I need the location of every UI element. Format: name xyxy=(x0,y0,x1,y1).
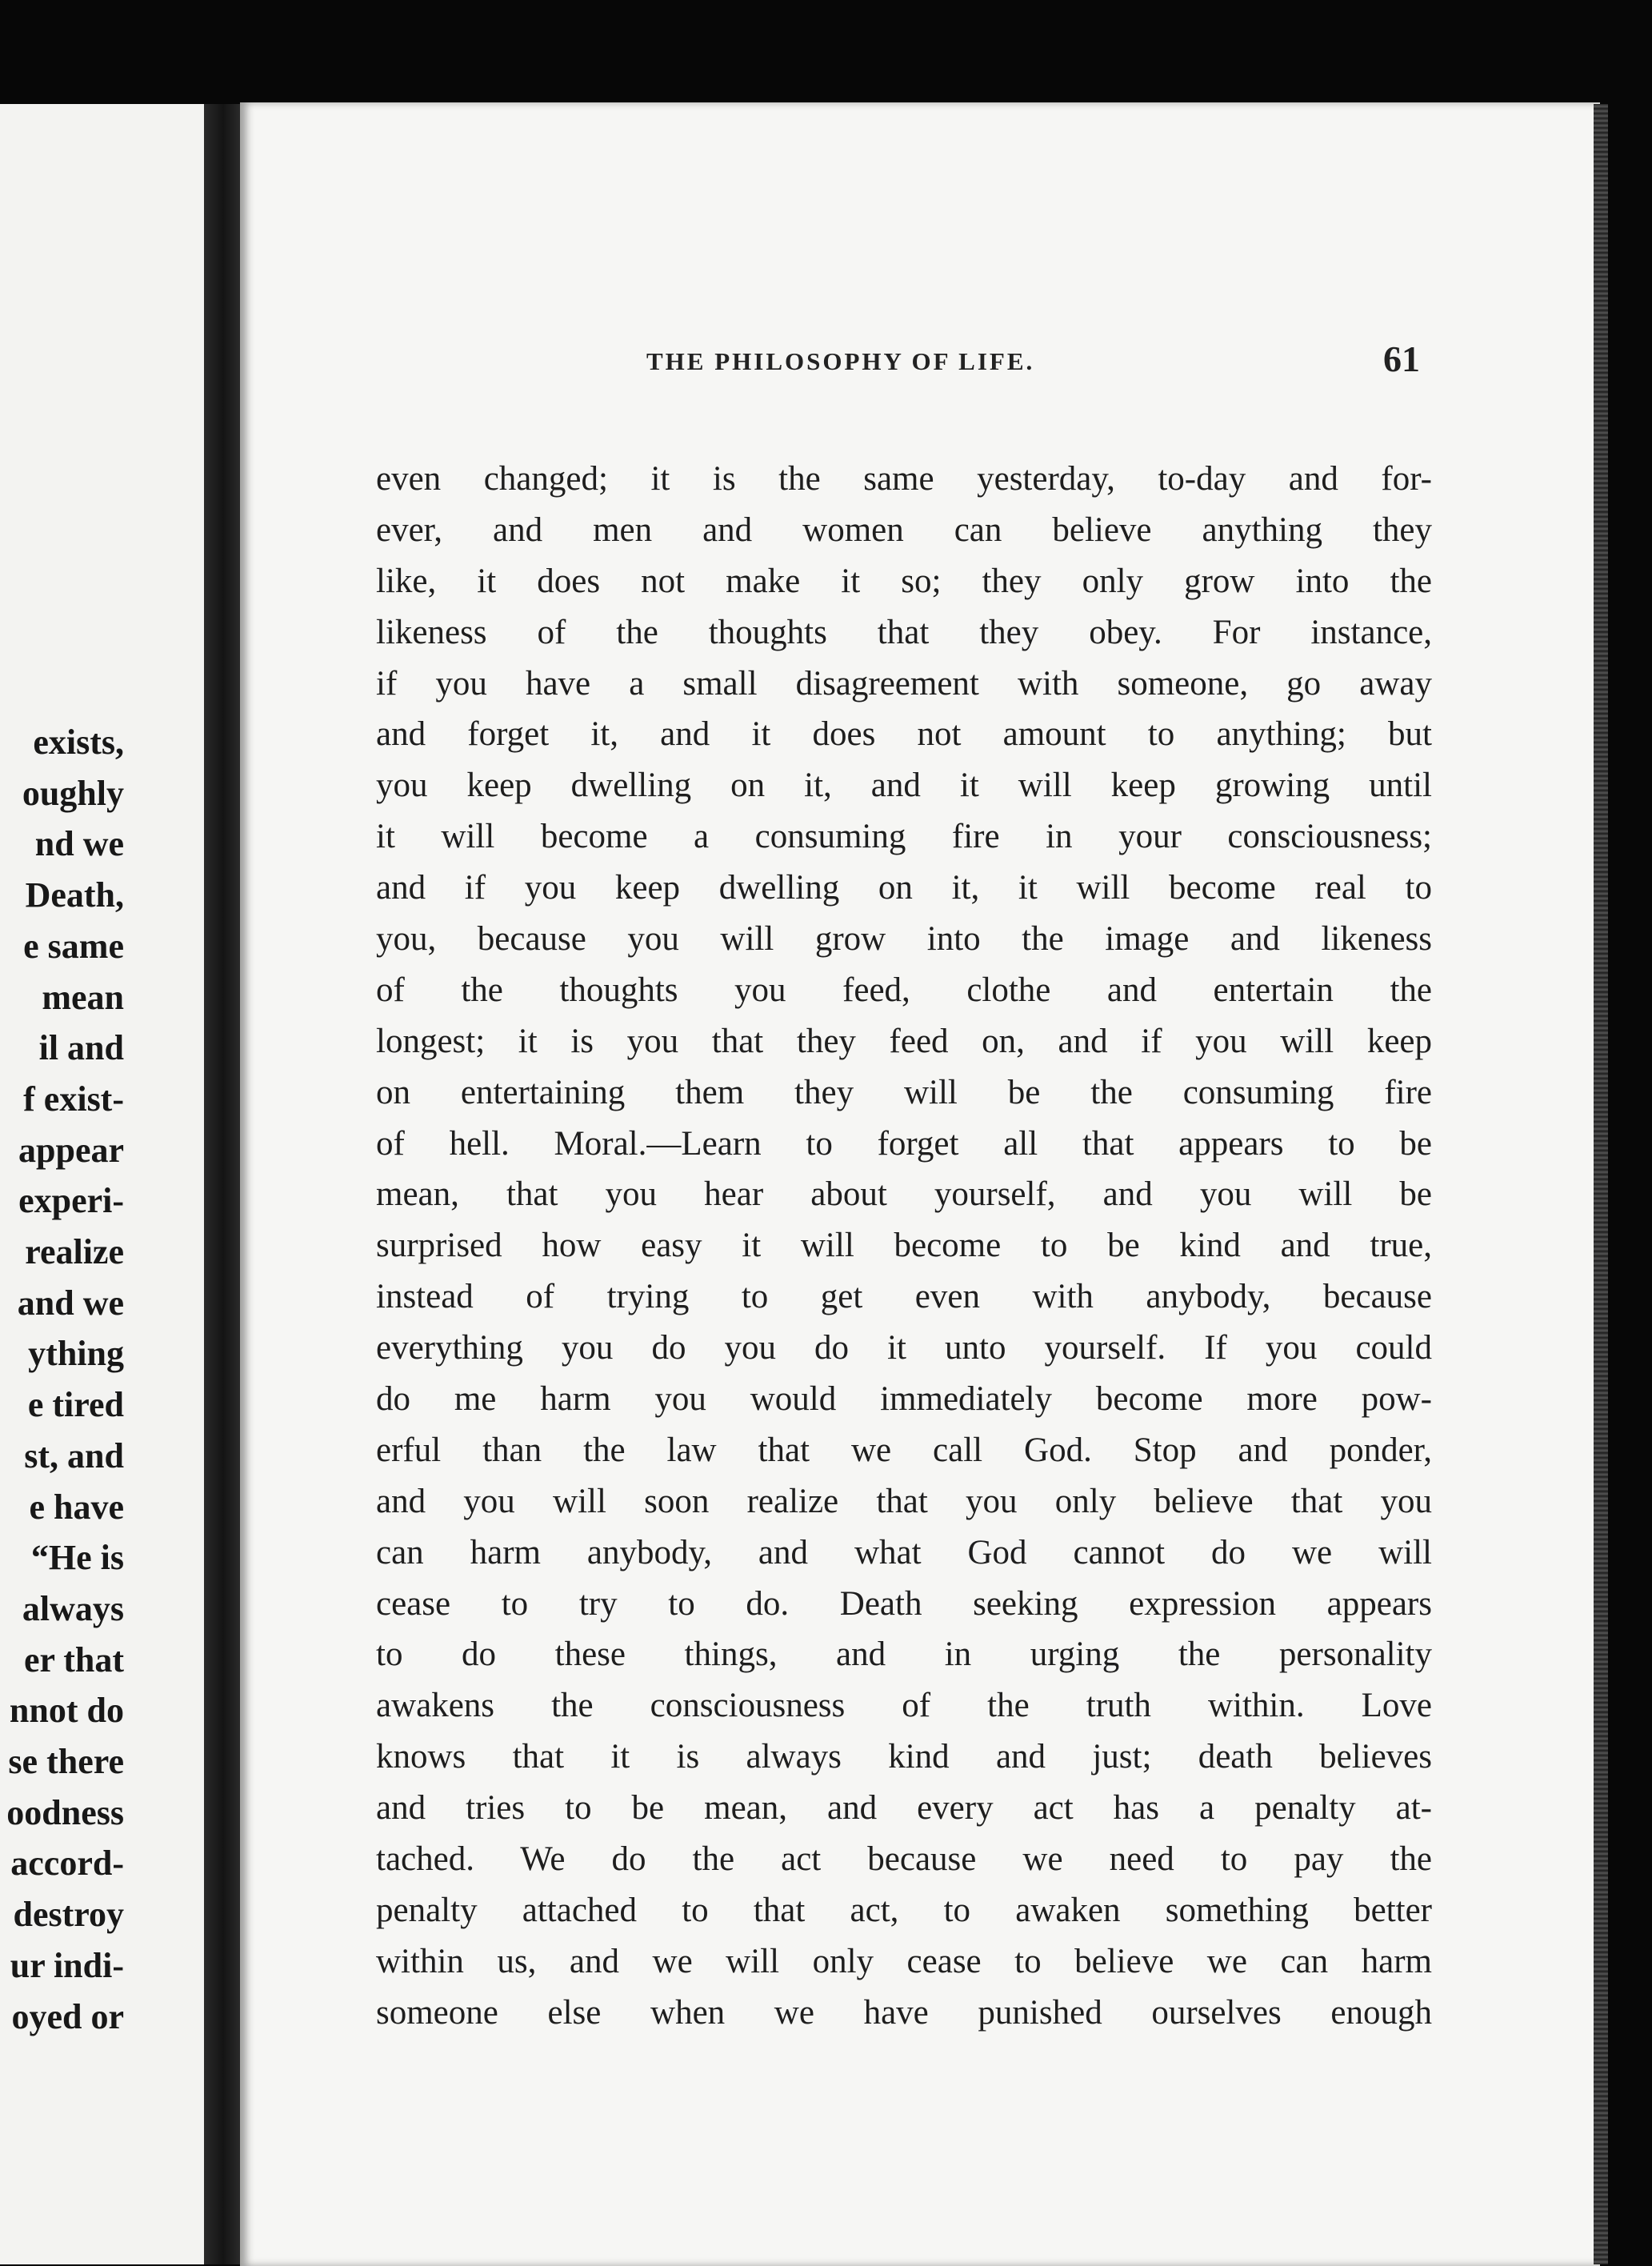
previous-page-line: and we xyxy=(17,1283,124,1323)
previous-page-line: oughly xyxy=(22,773,124,813)
text-line: instead of trying to get even with anybody, because xyxy=(376,1278,1432,1316)
text-line: everything you do you do it unto yourself. If you could xyxy=(376,1329,1432,1367)
previous-page-line: accord- xyxy=(10,1844,124,1884)
text-line: within us, and we will only cease to believe we can harm xyxy=(376,1942,1432,1980)
previous-page-line: realize xyxy=(25,1232,124,1272)
text-line: awakens the consciousness of the truth within. Love xyxy=(376,1687,1432,1725)
text-line: likeness of the thoughts that they obey. For instance, xyxy=(376,613,1432,651)
text-line: and tries to be mean, and every act has a penalty at- xyxy=(376,1789,1432,1828)
previous-page-line: always xyxy=(22,1588,124,1628)
page-edge xyxy=(1594,104,1608,2264)
page-number: 61 xyxy=(1383,338,1420,379)
previous-page-line: ur indi- xyxy=(10,1945,124,1985)
text-line: surprised how easy it will become to be kind and true, xyxy=(376,1227,1432,1265)
previous-page-text xyxy=(0,717,204,2042)
previous-page-line: er that xyxy=(23,1639,124,1679)
previous-page-line: ything xyxy=(28,1334,124,1374)
text-line: if you have a small disagreement with someone, go away xyxy=(376,664,1432,703)
text-line: and if you keep dwelling on it, it will become real to xyxy=(376,869,1432,907)
page-header xyxy=(400,336,1432,392)
previous-page xyxy=(0,104,204,2264)
text-line: mean, that you hear about yourself, and you will be xyxy=(376,1175,1432,1214)
previous-page-line: oodness xyxy=(6,1792,124,1832)
text-line: on entertaining them they will be the consuming fire xyxy=(376,1073,1432,1111)
previous-page-line: Death, xyxy=(25,875,124,915)
previous-page-line: appear xyxy=(18,1130,124,1170)
text-line: tached. We do the act because we need to pay the xyxy=(376,1840,1432,1879)
previous-page-line: “He is xyxy=(30,1538,124,1578)
text-line: you, because you will grow into the image and likeness xyxy=(376,920,1432,959)
body-text xyxy=(376,454,1432,2039)
text-line: and you will soon realize that you only believe that you xyxy=(376,1482,1432,1520)
previous-page-line: mean xyxy=(42,977,124,1017)
text-line: can harm anybody, and what God cannot do we will xyxy=(376,1533,1432,1571)
text-line: it will become a consuming fire in your consciousness; xyxy=(376,818,1432,856)
previous-page-line: se there xyxy=(8,1742,124,1782)
previous-page-line: nnot do xyxy=(9,1691,124,1731)
previous-page-line: e same xyxy=(23,926,124,966)
text-line: do me harm you would immediately become more pow- xyxy=(376,1380,1432,1419)
previous-page-line: f exist- xyxy=(23,1079,124,1119)
text-line: knows that it is always kind and just; death believes xyxy=(376,1738,1432,1776)
previous-page-line: oyed or xyxy=(11,1996,124,2036)
previous-page-line: experi- xyxy=(18,1181,124,1221)
text-line: even changed; it is the same yesterday, to-day and for- xyxy=(376,460,1432,498)
previous-page-line: destroy xyxy=(13,1895,124,1935)
previous-page-line: e tired xyxy=(27,1385,124,1425)
text-line: of hell. Moral.—Learn to forget all that appears to be xyxy=(376,1124,1432,1163)
text-line: and forget it, and it does not amount to anything; but xyxy=(376,715,1432,754)
text-line: to do these things, and in urging the personality xyxy=(376,1635,1432,1674)
text-line: longest; it is you that they feed on, and if you will keep xyxy=(376,1022,1432,1060)
running-head: THE PHILOSOPHY OF LIFE. xyxy=(646,347,1035,375)
text-line: erful than the law that we call God. Stop and ponder, xyxy=(376,1431,1432,1469)
previous-page-line: exists, xyxy=(33,723,124,762)
previous-page-line: nd we xyxy=(34,824,124,864)
text-line: you keep dwelling on it, and it will keep growing until xyxy=(376,767,1432,805)
text-line: of the thoughts you feed, clothe and entertain the xyxy=(376,971,1432,1009)
previous-page-line: il and xyxy=(38,1028,124,1068)
text-line: like, it does not make it so; they only grow into the xyxy=(376,562,1432,600)
text-line: someone else when we have punished ourselves enough xyxy=(376,1993,1432,2032)
previous-page-line: st, and xyxy=(24,1435,124,1475)
previous-page-line: e have xyxy=(29,1487,124,1527)
text-line: ever, and men and women can believe anything they xyxy=(376,510,1432,549)
text-line: penalty attached to that act, to awaken something better xyxy=(376,1891,1432,1929)
text-line: cease to try to do. Death seeking expression appears xyxy=(376,1584,1432,1623)
